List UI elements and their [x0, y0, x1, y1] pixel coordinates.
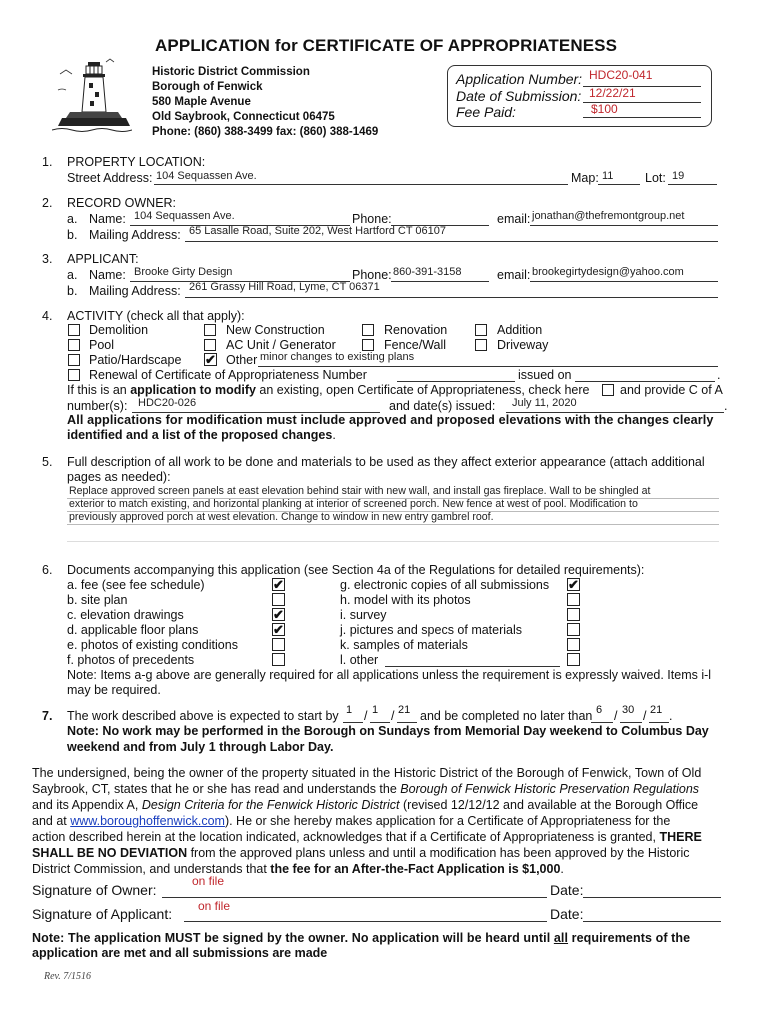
s5-number: 5. [42, 455, 53, 469]
documents-note-line1: Note: Items a-g above are generally required for all applications unless the requirement is expressly waived. Items i-l [67, 668, 712, 682]
end-month-field[interactable]: 6 [596, 704, 603, 716]
demolition-label: Demolition [89, 323, 149, 337]
s7-end-text: and be completed no later than [420, 709, 593, 723]
declaration-line1: The undersigned, being the owner of the property situated in the Historic District of the Borough of Fenwick, Town of Old [32, 766, 702, 780]
s4-heading: ACTIVITY (check all that apply): [67, 309, 245, 323]
modify-instruction: If this is an application to modify an existing, open Certificate of Appropriateness, check here [67, 383, 590, 397]
doc-g-label: g. electronic copies of all submissions [340, 578, 550, 592]
renovation-label: Renovation [384, 323, 448, 337]
doc-c-checkbox[interactable]: ✔ [273, 607, 284, 622]
driveway-checkbox[interactable] [475, 339, 487, 351]
s2-number: 2. [42, 196, 53, 210]
end-year-field[interactable]: 21 [650, 704, 663, 716]
s2-item-b: b. [67, 228, 78, 242]
modify-checkbox[interactable] [602, 384, 614, 396]
doc-h-label: h. model with its photos [340, 593, 471, 607]
work-description-line1[interactable]: Replace approved screen panels at east elevation behind stair with new wall, and install gas fireplace. Wall to be shingled at [69, 485, 651, 497]
start-month-field[interactable]: 1 [346, 704, 353, 716]
owner-name-field[interactable]: 104 Sequassen Ave. [134, 210, 235, 222]
applicant-mailing-label: Mailing Address: [89, 284, 181, 298]
s5-line1: Full description of all work to be done and materials to be used as they affect exterior appearance (attach additional [67, 455, 705, 469]
map-field[interactable]: 11 [602, 170, 614, 182]
start-day-field[interactable]: 1 [372, 704, 379, 716]
final-note-line1: Note: The application MUST be signed by the owner. No application will be heard until all requirements of the [32, 931, 691, 945]
doc-a-checkbox[interactable]: ✔ [273, 577, 284, 592]
map-label: Map: [571, 171, 599, 185]
date-submission-value[interactable]: 12/22/21 [589, 86, 636, 100]
doc-b-label: b. site plan [67, 593, 128, 607]
doc-d-checkbox[interactable]: ✔ [273, 622, 284, 637]
borough-website-link[interactable]: www.boroughoffenwick.com [70, 814, 225, 828]
lighthouse-logo [52, 56, 132, 134]
other-checkbox[interactable]: ✔ [205, 352, 216, 367]
coa-dates-field[interactable]: July 11, 2020 [512, 397, 577, 409]
applicant-name-label: Name: [89, 268, 126, 282]
doc-e-checkbox[interactable] [272, 638, 285, 651]
doc-c-label: c. elevation drawings [67, 608, 184, 622]
applicant-email-label: email: [497, 268, 531, 282]
lot-label: Lot: [645, 171, 666, 185]
driveway-label: Driveway [497, 338, 549, 352]
pool-checkbox[interactable] [68, 339, 80, 351]
final-note-line2: application are met and all submissions are made [32, 946, 328, 960]
fence-wall-checkbox[interactable] [362, 339, 374, 351]
s1-heading: PROPERTY LOCATION: [67, 155, 206, 169]
applicant-signature-field[interactable]: on file [198, 899, 231, 913]
doc-h-checkbox[interactable] [567, 593, 580, 606]
s5-line2: pages as needed): [67, 470, 171, 484]
owner-signature-label: Signature of Owner: [32, 882, 157, 898]
phone-fax: Phone: (860) 388-3499 fax: (860) 388-1469 [152, 126, 379, 138]
fee-paid-value[interactable]: $100 [591, 102, 618, 116]
s3-number: 3. [42, 252, 53, 266]
renewal-label: Renewal of Certificate of Appropriateness Number [89, 368, 367, 382]
doc-b-checkbox[interactable] [272, 593, 285, 606]
coa-numbers-field[interactable]: HDC20-026 [138, 397, 197, 409]
s6-heading: Documents accompanying this application (see Section 4a of the Regulations for detailed requirements): [67, 563, 645, 577]
doc-i-checkbox[interactable] [567, 608, 580, 621]
fee-paid-label: Fee Paid: [456, 104, 516, 120]
doc-k-label: k. samples of materials [340, 638, 468, 652]
s2-item-a: a. [67, 212, 78, 226]
new-construction-label: New Construction [226, 323, 325, 337]
applicant-email-field[interactable]: brookegirtydesign@yahoo.com [532, 266, 684, 278]
owner-mailing-field[interactable]: 65 Lasalle Road, Suite 202, West Hartford CT 06107 [189, 225, 447, 237]
addition-label: Addition [497, 323, 543, 337]
patio-hardscape-label: Patio/Hardscape [89, 353, 182, 367]
declaration-line2: Saybrook, CT, states that he or she has read and understands the Borough of Fenwick Historic Preservation Regulations [32, 782, 700, 796]
renewal-checkbox[interactable] [68, 369, 80, 381]
demolition-checkbox[interactable] [68, 324, 80, 336]
addition-checkbox[interactable] [475, 324, 487, 336]
modification-note-line1: All applications for modification must include approved and proposed elevations with the changes clearly [67, 413, 714, 427]
app-number-value[interactable]: HDC20-041 [589, 68, 653, 82]
new-construction-checkbox[interactable] [204, 324, 216, 336]
s2-heading: RECORD OWNER: [67, 196, 177, 210]
doc-f-checkbox[interactable] [272, 653, 285, 666]
ac-generator-label: AC Unit / Generator [226, 338, 336, 352]
revision-label: Rev. 7/1516 [44, 971, 92, 982]
applicant-phone-field[interactable]: 860-391-3158 [393, 266, 462, 278]
lot-field[interactable]: 19 [672, 170, 685, 182]
coa-numbers-label: number(s): [67, 399, 128, 413]
address-line2: Old Saybrook, Connecticut 06475 [152, 111, 335, 123]
sunday-note-line1: Note: No work may be performed in the Borough on Sundays from Memorial Day weekend to Columbus Day [67, 724, 709, 738]
doc-g-checkbox[interactable]: ✔ [568, 577, 579, 592]
s7-start-text: The work described above is expected to start by [67, 709, 339, 723]
s3-item-a: a. [67, 268, 78, 282]
doc-j-checkbox[interactable] [567, 623, 580, 636]
pool-label: Pool [89, 338, 115, 352]
doc-k-checkbox[interactable] [567, 638, 580, 651]
applicant-phone-label: Phone: [352, 268, 392, 282]
doc-l-label: l. other [340, 653, 379, 667]
org-name: Historic District Commission [152, 66, 310, 78]
doc-e-label: e. photos of existing conditions [67, 638, 238, 652]
fence-wall-label: Fence/Wall [384, 338, 447, 352]
doc-i-label: i. survey [340, 608, 387, 622]
work-description-line2[interactable]: exterior to match existing, and horizontal planking at interior of screened porch. New fence at west of pool. Modification to [69, 498, 638, 510]
owner-email-label: email: [497, 212, 531, 226]
issued-on-label: issued on [518, 368, 572, 382]
owner-mailing-label: Mailing Address: [89, 228, 181, 242]
applicant-name-field[interactable]: Brooke Girty Design [134, 266, 233, 278]
owner-email-field[interactable]: jonathan@thefremontgroup.net [532, 210, 685, 222]
s1-number: 1. [42, 155, 53, 169]
doc-l-checkbox[interactable] [567, 653, 580, 666]
s3-heading: APPLICANT: [67, 252, 139, 266]
declaration-line6: SHALL BE NO DEVIATION from the approved plans unless and until a modification has been approved by the Historic [32, 846, 690, 860]
applicant-signature-label: Signature of Applicant: [32, 906, 173, 922]
doc-f-label: f. photos of precedents [67, 653, 195, 667]
provide-coa-label: and provide C of A [620, 383, 723, 397]
app-number-label: Application Number: [456, 71, 583, 87]
start-year-field[interactable]: 21 [398, 704, 411, 716]
s3-item-b: b. [67, 284, 78, 298]
s6-number: 6. [42, 563, 53, 577]
documents-note-line2: may be required. [67, 683, 161, 697]
street-label: Street Address: [67, 171, 153, 185]
s7-number: 7. [42, 709, 53, 723]
owner-phone-label: Phone: [352, 212, 392, 226]
s4-number: 4. [42, 309, 53, 323]
borough-name: Borough of Fenwick [152, 81, 263, 93]
owner-date-label: Date: [550, 882, 584, 898]
ac-generator-checkbox[interactable] [204, 339, 216, 351]
coa-dates-label: and date(s) issued: [389, 399, 496, 413]
renovation-checkbox[interactable] [362, 324, 374, 336]
street-address-field[interactable]: 104 Sequassen Ave. [156, 170, 257, 182]
page-title: APPLICATION for CERTIFICATE OF APPROPRIATENESS [155, 36, 618, 55]
patio-hardscape-checkbox[interactable] [68, 354, 80, 366]
declaration-line4: and at www.boroughoffenwick.com). He or she hereby makes application for a Certificate of Appropriateness for the [32, 814, 671, 828]
declaration-line7: District Commission, and understands that the fee for an After-the-Fact Application is $1,000. [32, 862, 564, 876]
address-line1: 580 Maple Avenue [152, 96, 251, 108]
doc-d-label: d. applicable floor plans [67, 623, 199, 637]
owner-signature-field[interactable]: on file [192, 874, 225, 888]
owner-name-label: Name: [89, 212, 126, 226]
modification-note-line2: identified and a list of the proposed changes. [67, 428, 336, 442]
applicant-mailing-field[interactable]: 261 Grassy Hill Road, Lyme, CT 06371 [189, 281, 380, 293]
other-field[interactable]: minor changes to existing plans [260, 351, 415, 363]
declaration-line5: action described herein at the location indicated, acknowledges that if a Certificate of Appropriateness is granted, THERE [32, 830, 702, 844]
end-day-field[interactable]: 30 [622, 704, 635, 716]
sunday-note-line2: weekend and from July 1 through Labor Day. [67, 740, 334, 754]
doc-a-label: a. fee (see fee schedule) [67, 578, 205, 592]
work-description-line3[interactable]: previously approved porch at west elevation. Change to window in new entry gambrel roof. [69, 511, 494, 523]
declaration-line3: and its Appendix A, Design Criteria for the Fenwick Historic District (revised 12/12/12 and available at the Borough Office [32, 798, 699, 812]
doc-j-label: j. pictures and specs of materials [340, 623, 523, 637]
other-label: Other [226, 353, 258, 367]
applicant-date-label: Date: [550, 906, 584, 922]
date-submission-label: Date of Submission: [456, 88, 582, 104]
